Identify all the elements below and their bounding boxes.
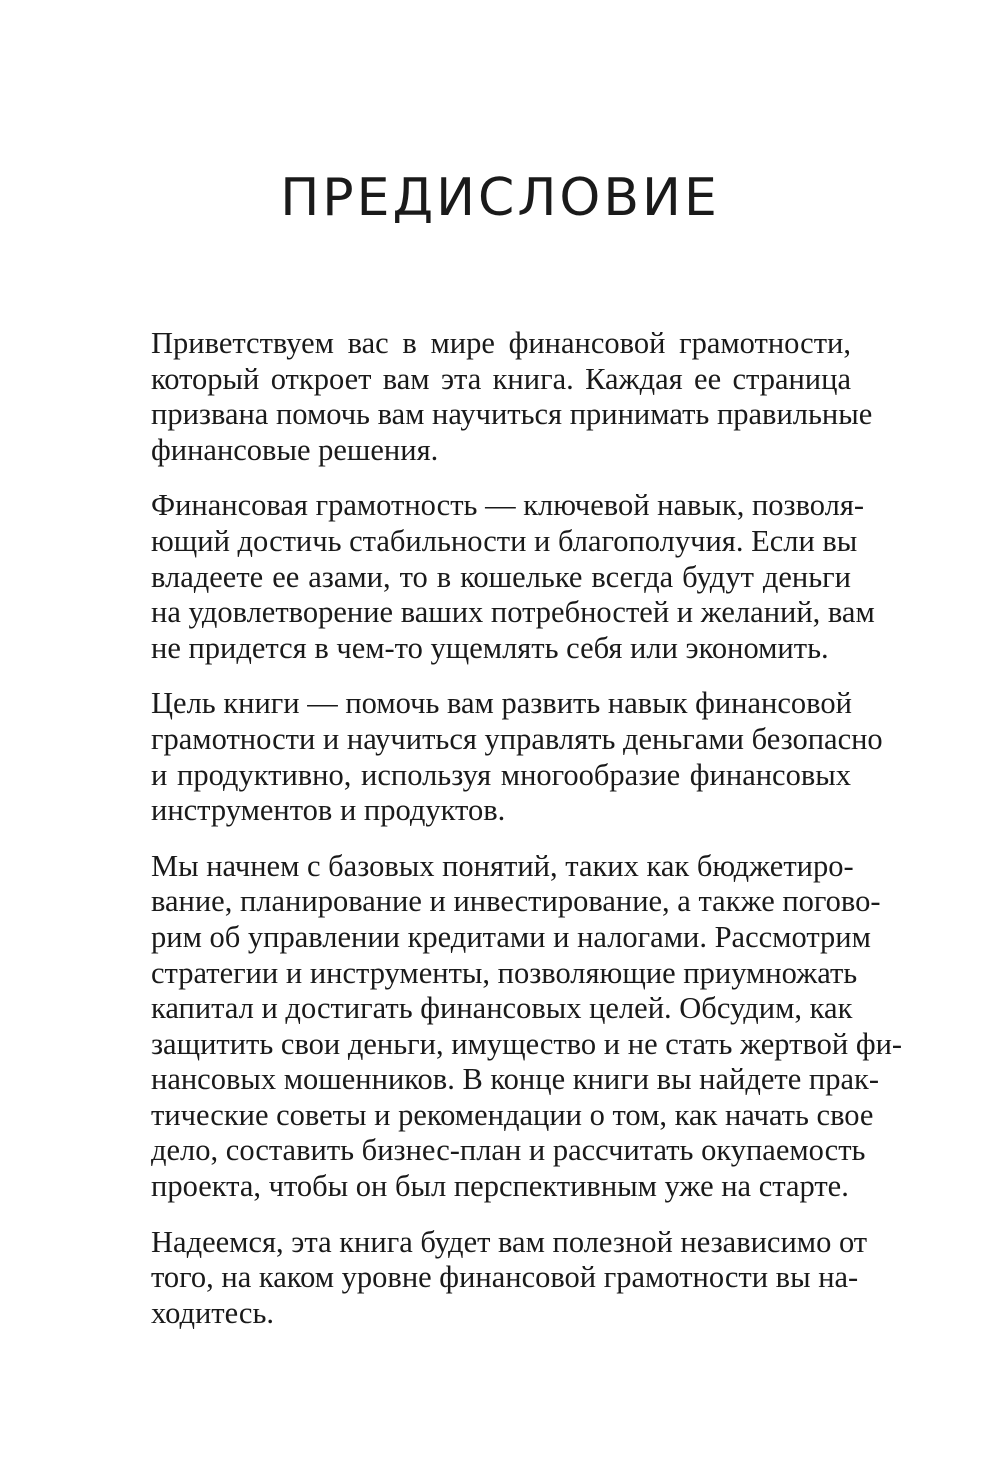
text-line: Цель книги — помочь вам развить навык финансовой [151,686,852,721]
text-line: того, на каком уровне финансовой грамотности вы на- [151,1260,859,1295]
text-line: защитить свои деньги, имущество и не стать жертвой фи- [151,1026,903,1061]
text-line: на удовлетворение ваших потребностей и желаний, вам [151,595,875,630]
paragraph-5 [151,1224,868,1332]
text-line: Финансовая грамотность — ключевой навык, позволя- [151,488,865,523]
page-title: ПРЕДИСЛОВИЕ [280,168,720,228]
text-line: ющий достичь стабильности и благополучия. Если вы [151,523,858,558]
paragraph-1 [151,326,873,468]
text-line: тические советы и рекомендации о том, как начать свое [151,1097,874,1132]
text-line: стратегии и инструменты, позволяющие приумножать [151,955,858,990]
paragraph-4 [151,848,903,1205]
text-line: Мы начнем с базовых понятий, таких как бюджетиро- [151,848,854,883]
text-line: рим об управлении кредитами и налогами. Рассмотрим [151,919,871,954]
text-line: проекта, чтобы он был перспективным уже на старте. [151,1169,849,1204]
text-line: владеете ее азами, то в кошельке всегда будут деньги [151,559,851,594]
text-line: грамотности и научиться управлять деньгами безопасно [151,721,883,756]
text-line: финансовые решения. [151,432,439,467]
text-line: капитал и достигать финансовых целей. Обсудим, как [151,991,853,1026]
preface-body [151,326,903,1351]
paragraph-2 [151,488,875,666]
text-line: дело, составить бизнес-план и рассчитать окупаемость [151,1133,866,1168]
text-line: инструментов и продуктов. [151,793,506,828]
text-line: не придется в чем-то ущемлять себя или экономить. [151,630,829,665]
text-line: и продуктивно, используя многообразие финансовых [151,757,851,792]
text-line: призвана помочь вам научиться принимать правильные [151,397,873,432]
text-line: который откроет вам эта книга. Каждая ее страница [151,361,851,396]
text-line: нансовых мошенников. В конце книги вы найдете прак- [151,1062,879,1097]
text-line: Приветствуем вас в мире финансовой грамотности, [151,326,851,360]
paragraph-3 [151,686,883,828]
text-line: ходитесь. [151,1295,274,1330]
text-line: вание, планирование и инвестирование, а также погово- [151,884,881,919]
text-line: Надеемся, эта книга будет вам полезной независимо от [151,1224,868,1259]
